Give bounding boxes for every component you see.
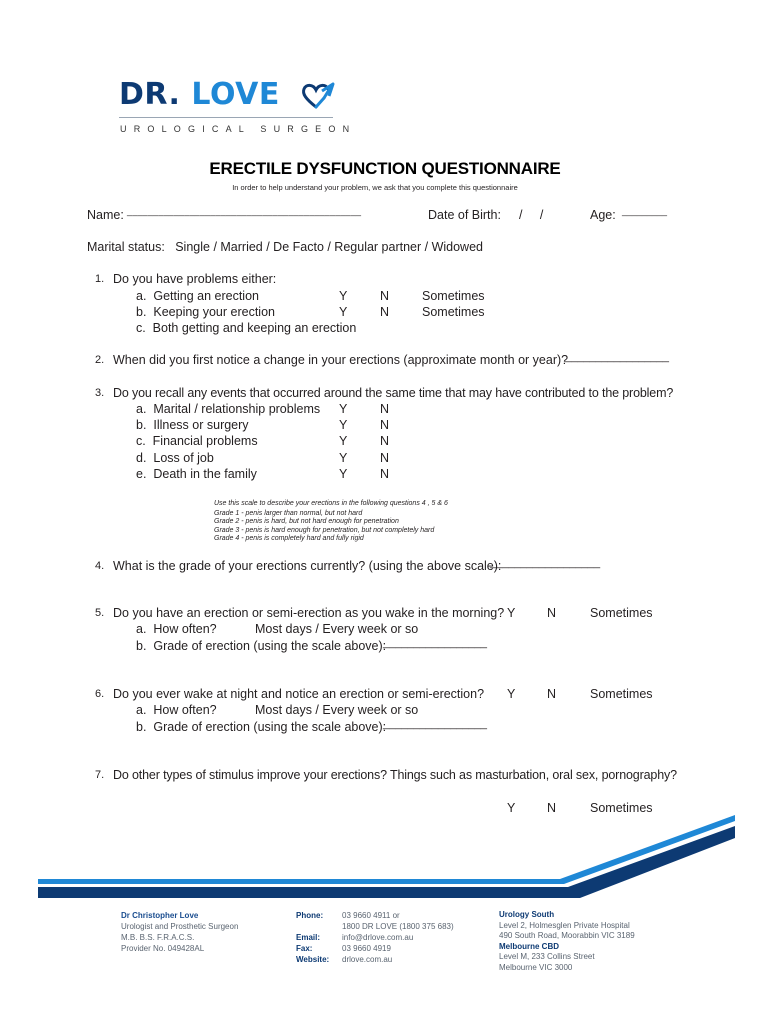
page-title: ERECTILE DYSFUNCTION QUESTIONNAIRE — [209, 159, 561, 178]
footer-phone-2[interactable]: 1800 DR LOVE (1800 375 683) — [342, 922, 454, 931]
q3b-no[interactable]: N — [380, 418, 390, 432]
q5-sometimes[interactable]: Sometimes — [590, 606, 653, 620]
q5-yes[interactable]: Y — [507, 606, 516, 620]
footer-doctor-quals: M.B. B.S. F.R.A.C.S. — [121, 933, 195, 942]
q4-text: What is the grade of your erections currently? (using the above scale): — [113, 559, 502, 573]
scale-intro: Use this scale to describe your erections in the following questions 4 , 5 & 6 — [214, 500, 448, 507]
footer-stripes — [0, 812, 770, 902]
q6-option-a: a. How often? — [136, 703, 217, 717]
q1b-yes[interactable]: Y — [339, 305, 348, 319]
footer-website-label: Website: — [296, 955, 330, 964]
q3-number: 3. — [95, 387, 105, 399]
q3d-yes[interactable]: Y — [339, 451, 348, 465]
q3-option-c: c. Financial problems — [136, 434, 258, 448]
q5-no[interactable]: N — [547, 606, 557, 620]
q1-option-b: b. Keeping your erection — [136, 305, 275, 319]
intro-text: In order to help understand your problem, we ask that you complete this questionnaire — [232, 183, 518, 192]
q6-number: 6. — [95, 688, 105, 700]
q3c-yes[interactable]: Y — [339, 434, 348, 448]
q5-frequency[interactable]: Most days / Every week or so — [255, 622, 419, 636]
q3c-no[interactable]: N — [380, 434, 390, 448]
q3a-yes[interactable]: Y — [339, 402, 348, 416]
footer-website[interactable]: drlove.com.au — [342, 955, 393, 964]
q3e-yes[interactable]: Y — [339, 467, 348, 481]
q2-text: When did you first notice a change in your erections (approximate month or year)? — [113, 353, 569, 367]
q6-grade-line[interactable]: _________________ — [383, 718, 488, 730]
q1a-sometimes[interactable]: Sometimes — [422, 289, 485, 303]
q6-sometimes[interactable]: Sometimes — [590, 687, 653, 701]
q3-option-d: d. Loss of job — [136, 451, 214, 465]
footer-location-1-line-1: Level 2, Holmesglen Private Hospital — [499, 920, 630, 930]
q6-no[interactable]: N — [547, 687, 557, 701]
footer-fax: 03 9660 4919 — [342, 944, 391, 953]
q3-option-e: e. Death in the family — [136, 467, 257, 481]
footer-provider: Provider No. 049428AL — [121, 944, 205, 953]
q7-yes[interactable]: Y — [507, 801, 516, 815]
q3e-no[interactable]: N — [380, 467, 390, 481]
footer-doctor — [121, 910, 238, 954]
q5-number: 5. — [95, 607, 105, 619]
name-label: Name: — [87, 208, 124, 222]
q1a-no[interactable]: N — [380, 289, 390, 303]
footer-phone-1[interactable]: 03 9660 4911 or — [342, 911, 400, 920]
scale-block — [214, 500, 448, 544]
q6-text: Do you ever wake at night and notice an erection or semi-erection? — [113, 687, 485, 701]
footer-location-2-line-2: Melbourne VIC 3000 — [499, 962, 573, 972]
q3-text: Do you recall any events that occurred around the same time that may have contributed to the problem? — [113, 386, 674, 400]
q7-no[interactable]: N — [547, 801, 557, 815]
scale-grade-4: Grade 4 - penis is completely hard and fully rigid — [214, 535, 364, 543]
footer-location-2-name: Melbourne CBD — [499, 941, 559, 951]
q2-number: 2. — [95, 354, 105, 366]
footer-contact — [296, 910, 454, 965]
q1b-sometimes[interactable]: Sometimes — [422, 305, 485, 319]
footer-email[interactable]: info@drlove.com.au — [342, 933, 414, 942]
footer-location-1-name: Urology South — [499, 910, 555, 919]
q1-option-a: a. Getting an erection — [136, 289, 259, 303]
q1b-no[interactable]: N — [380, 305, 390, 319]
footer-locations — [499, 910, 635, 973]
q2-answer-line[interactable]: _________________ — [565, 351, 670, 363]
q7-text: Do other types of stimulus improve your erections? Things such as masturbation, oral sex, pornography? — [113, 768, 677, 782]
q5-option-a: a. How often? — [136, 622, 217, 636]
dob-field[interactable]: / / — [519, 208, 544, 222]
scale-grade-3: Grade 3 - penis is hard enough for penetration, but not completely hard — [214, 526, 435, 534]
q3-option-a: a. Marital / relationship problems — [136, 402, 321, 416]
q4-number: 4. — [95, 560, 105, 572]
q1-text: Do you have problems either: — [113, 272, 277, 286]
q5-option-b: b. Grade of erection (using the scale above): — [136, 639, 387, 653]
q1a-yes[interactable]: Y — [339, 289, 348, 303]
q3-option-b: b. Illness or surgery — [136, 418, 249, 432]
age-field[interactable]: _________ — [622, 206, 668, 216]
footer-email-label: Email: — [296, 933, 321, 942]
age-label: Age: — [590, 208, 616, 222]
q5-text: Do you have an erection or semi-erection as you wake in the morning? — [113, 606, 505, 620]
marital-status[interactable]: Marital status: Single / Married / De Facto / Regular partner / Widowed — [87, 240, 483, 254]
scale-grade-2: Grade 2 - penis is hard, but not hard enough for penetration — [214, 518, 399, 526]
q3a-no[interactable]: N — [380, 402, 390, 416]
q6-yes[interactable]: Y — [507, 687, 516, 701]
footer-location-2-line-1: Level M, 233 Collins Street — [499, 952, 595, 961]
q6-frequency[interactable]: Most days / Every week or so — [255, 703, 419, 717]
q1-number: 1. — [95, 273, 105, 285]
logo-divider — [119, 117, 333, 118]
footer-fax-label: Fax: — [296, 944, 313, 953]
q7-sometimes[interactable]: Sometimes — [590, 801, 653, 815]
q6-option-b: b. Grade of erection (using the scale above): — [136, 720, 387, 734]
logo-love: LOVE — [191, 77, 280, 112]
q4-answer-line[interactable]: __________________ — [490, 557, 601, 569]
heart-arrow-icon — [300, 82, 336, 110]
footer-doctor-name: Dr Christopher Love — [121, 911, 199, 920]
dob-label: Date of Birth: — [428, 208, 501, 222]
q5-grade-line[interactable]: _________________ — [383, 637, 488, 649]
q3b-yes[interactable]: Y — [339, 418, 348, 432]
scale-grade-1: Grade 1 - penis larger than normal, but not hard — [214, 509, 363, 517]
logo — [119, 77, 280, 112]
footer-doctor-role: Urologist and Prosthetic Surgeon — [121, 922, 239, 931]
logo-tagline: UROLOGICAL SURGEON — [120, 124, 357, 134]
q1-option-c: c. Both getting and keeping an erection — [136, 321, 357, 335]
q3d-no[interactable]: N — [380, 451, 390, 465]
name-field[interactable]: _____________________________________________ — [127, 206, 362, 216]
logo-dr: DR. — [119, 77, 181, 112]
q7-number: 7. — [95, 769, 105, 781]
footer-phone-label: Phone: — [296, 911, 324, 920]
footer-location-1-line-2: 490 South Road, Moorabbin VIC 3189 — [499, 931, 635, 940]
